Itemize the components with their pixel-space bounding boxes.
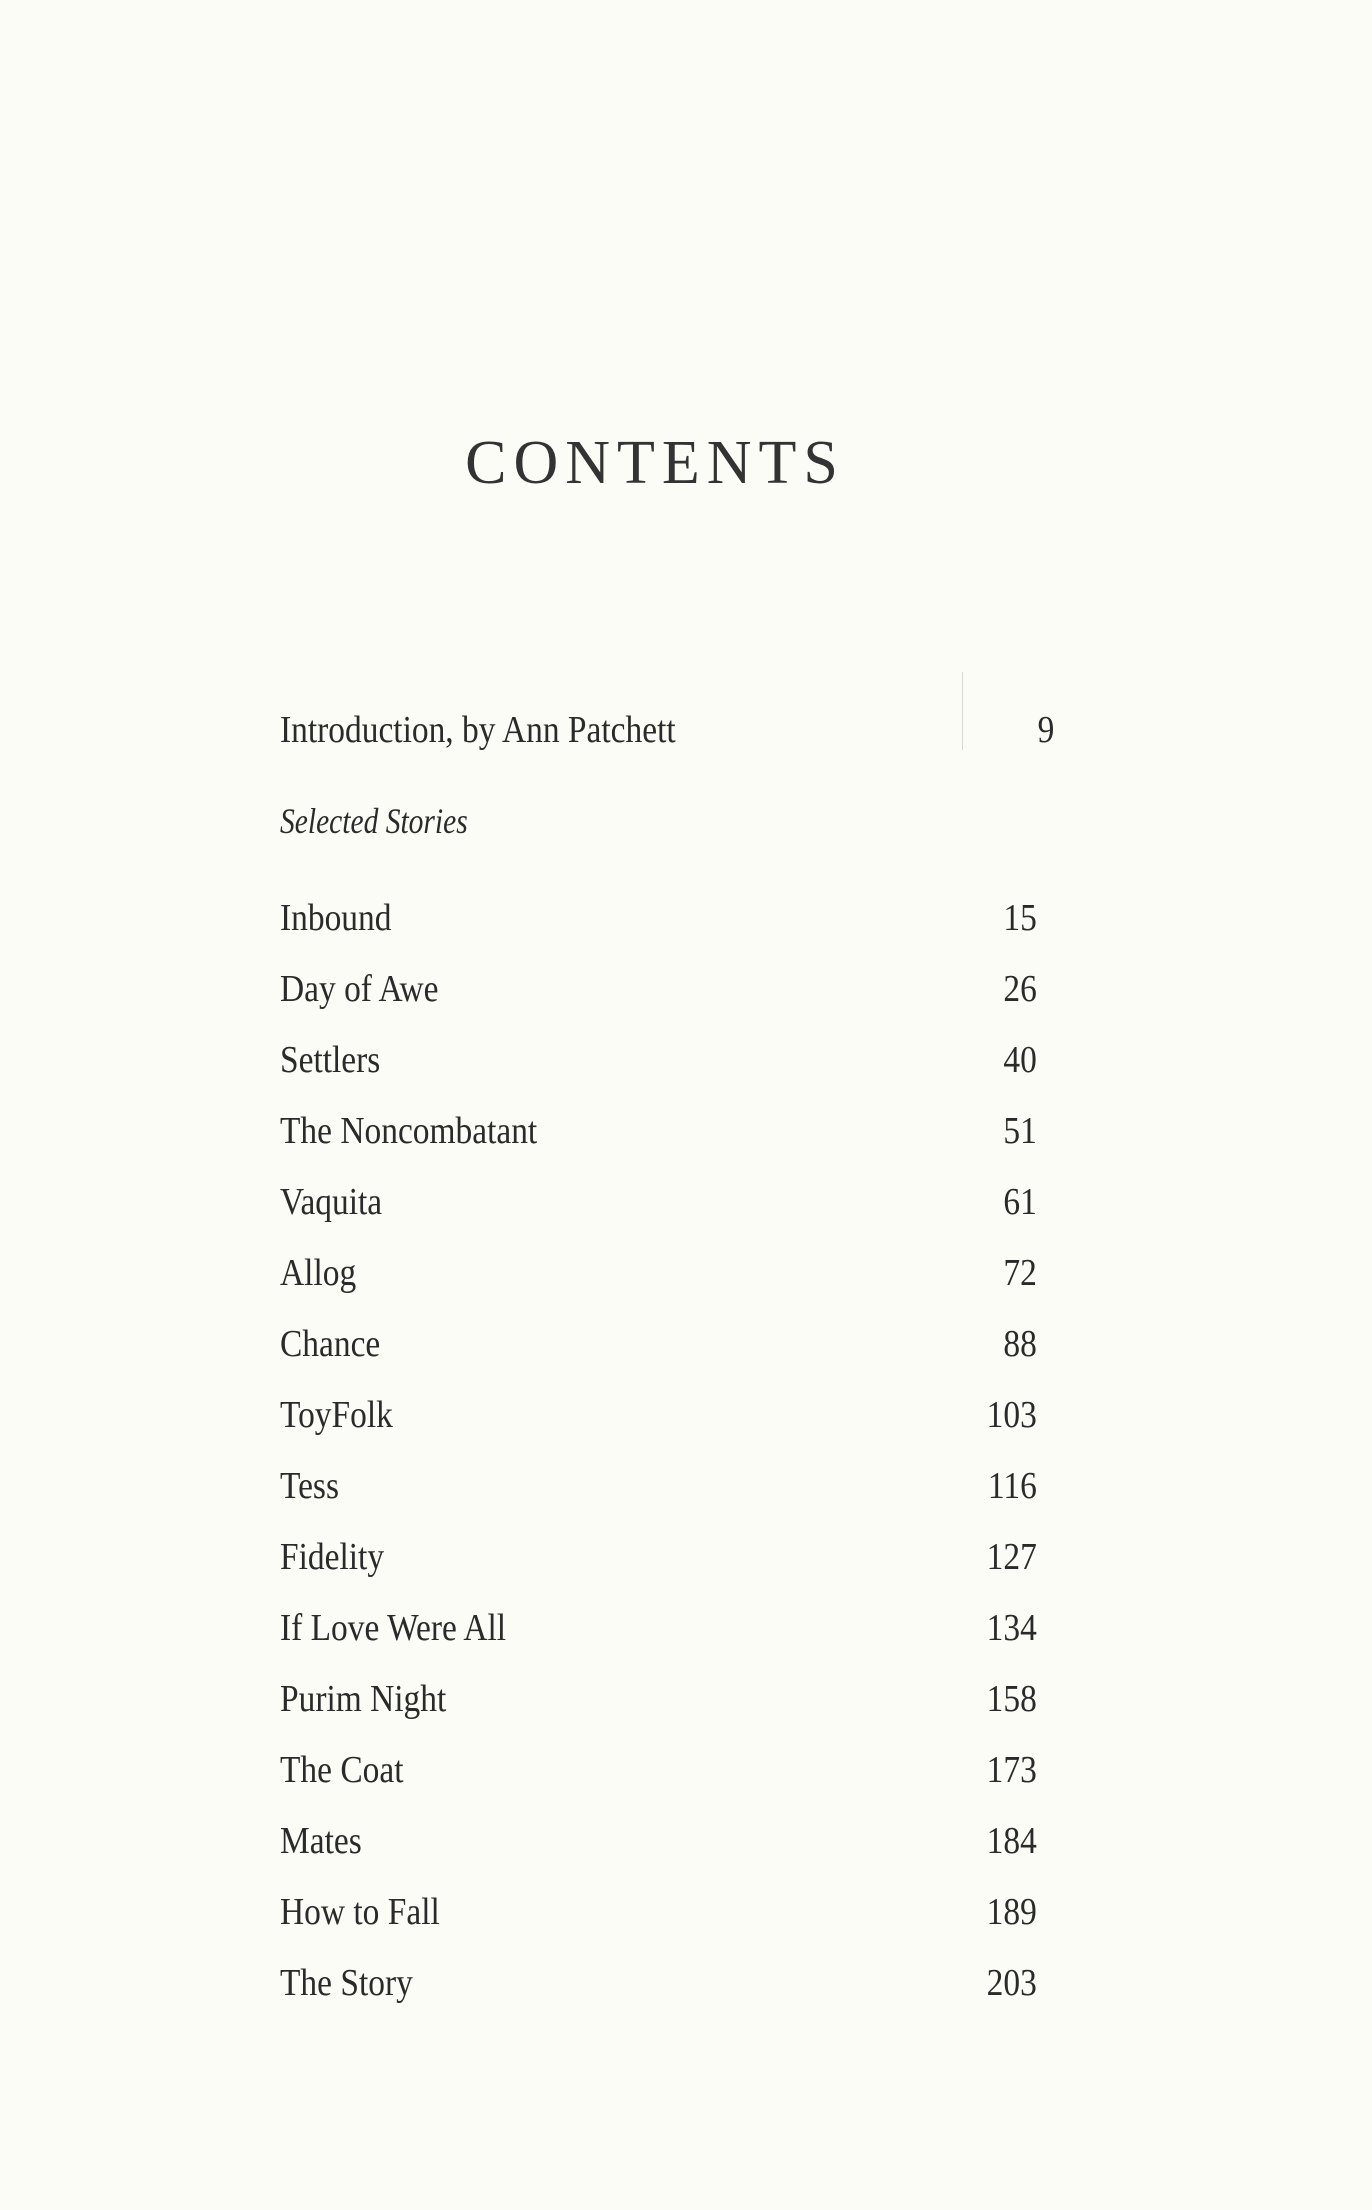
toc-entry[interactable] [280,1385,1037,1445]
toc-entry[interactable] [280,1456,1037,1516]
entry-page: 116 [987,1465,1037,1507]
entry-page: 40 [1003,1039,1037,1081]
toc-entry[interactable] [280,1811,1037,1871]
entry-page: 15 [1003,897,1037,939]
entry-page: 103 [986,1394,1037,1436]
entry-page: 158 [986,1678,1037,1720]
entry-title: ToyFolk [280,1394,393,1436]
toc-entry[interactable] [280,1740,1037,1800]
entry-page: 173 [986,1749,1037,1791]
toc-entry[interactable] [280,1243,1037,1303]
entry-title: Day of Awe [280,968,439,1010]
entry-page: 184 [986,1820,1037,1862]
entry-title: Purim Night [280,1678,447,1720]
toc-entry[interactable] [280,1527,1037,1587]
entry-title: The Coat [280,1749,404,1791]
column-divider [962,672,963,750]
entry-page: 61 [1003,1181,1037,1223]
toc-entry[interactable] [280,1669,1037,1729]
entry-title: The Story [280,1962,413,2004]
toc-entry[interactable] [280,1953,1037,2013]
entry-page: 134 [986,1607,1037,1649]
entry-title: Introduction, by Ann Patchett [280,709,676,751]
toc-entry[interactable] [280,1030,1037,1090]
entry-title: Allog [280,1252,357,1294]
entry-page: 189 [986,1891,1037,1933]
page-title: CONTENTS [465,429,845,497]
entry-page: 51 [1003,1110,1037,1152]
toc-entry[interactable] [280,1314,1037,1374]
entry-title: Fidelity [280,1536,385,1578]
entry-title: Vaquita [280,1181,383,1223]
entry-page: 127 [986,1536,1037,1578]
entry-page: 72 [1003,1252,1037,1294]
toc-entry[interactable] [280,959,1037,1019]
toc-entry[interactable] [280,1172,1037,1232]
entry-title: Mates [280,1820,362,1862]
entry-page: 9 [1037,709,1055,751]
entry-title: How to Fall [280,1891,440,1933]
entry-title: Inbound [280,897,392,939]
entry-page: 26 [1003,968,1037,1010]
entry-page: 88 [1003,1323,1037,1365]
entry-title: The Noncombatant [280,1110,538,1152]
entry-page: 203 [986,1962,1037,2004]
toc-entry[interactable] [280,888,1037,948]
entry-title: Chance [280,1323,381,1365]
entry-title: Settlers [280,1039,381,1081]
toc-entry-introduction[interactable] [280,700,1055,760]
entry-title: Tess [280,1465,339,1507]
toc-entry[interactable] [280,1882,1037,1942]
toc-entry[interactable] [280,1598,1037,1658]
toc-entry[interactable] [280,1101,1037,1161]
section-heading: Selected Stories [280,801,468,841]
entry-title: If Love Were All [280,1607,507,1649]
